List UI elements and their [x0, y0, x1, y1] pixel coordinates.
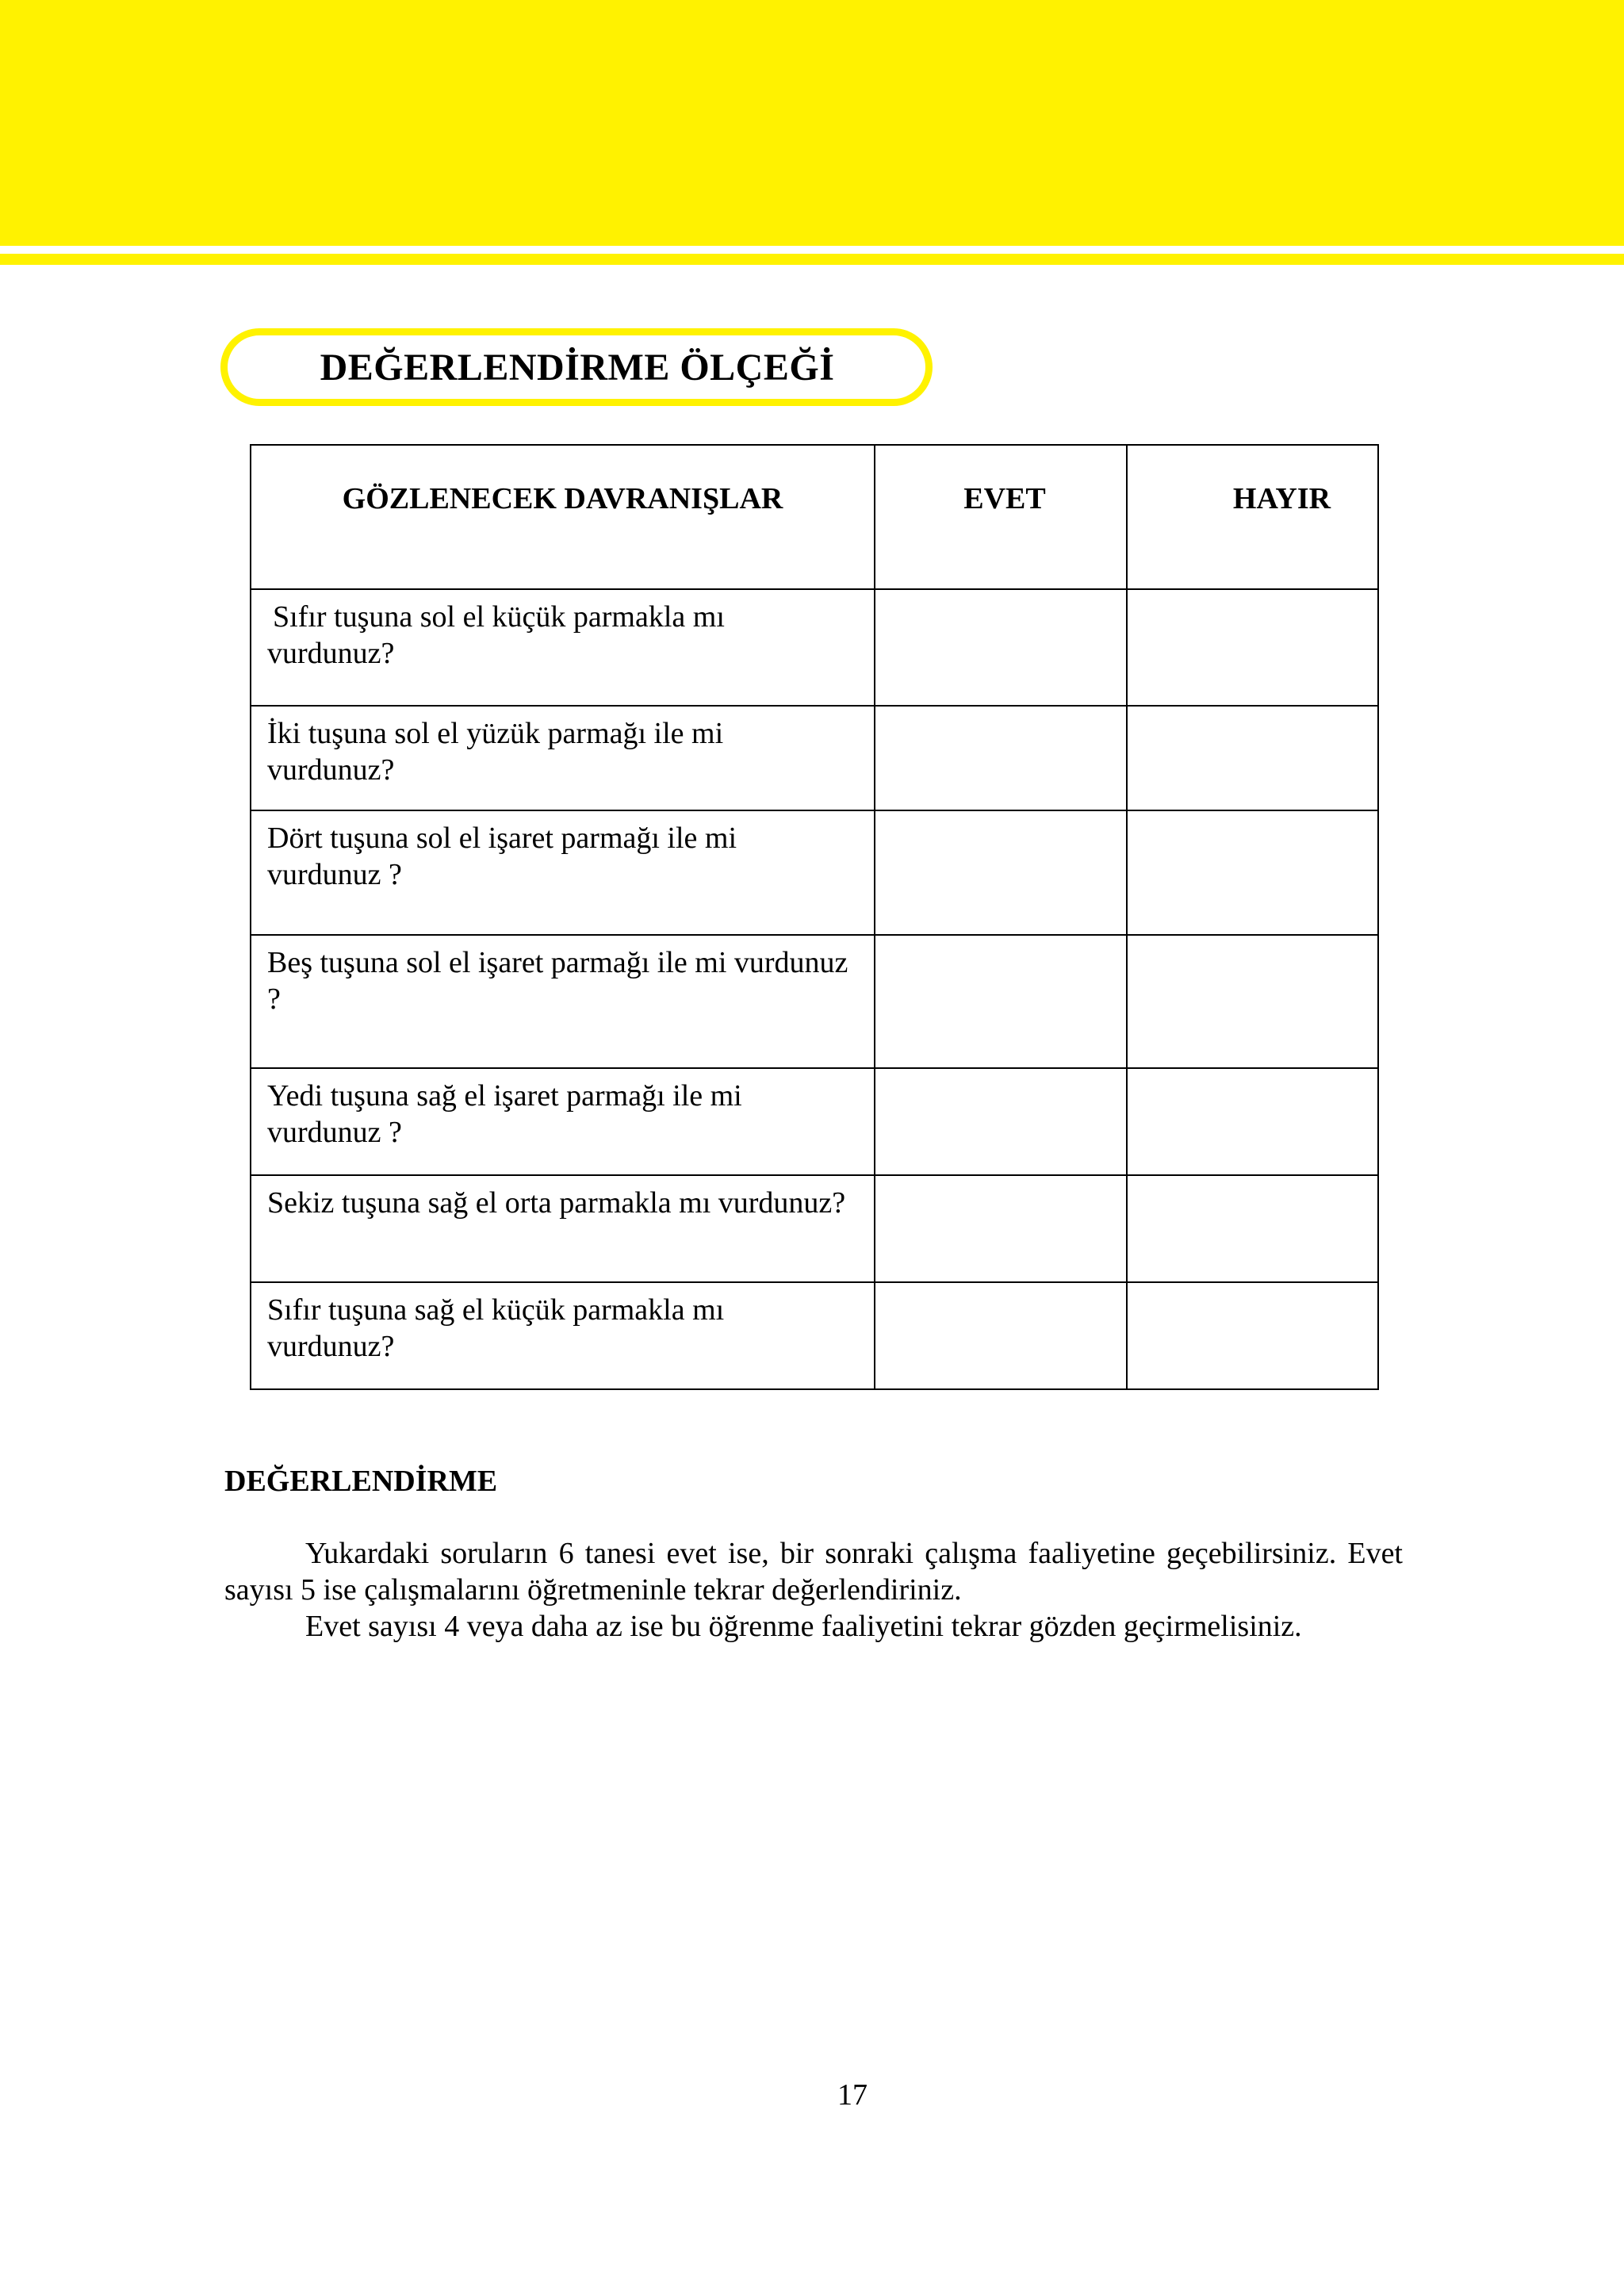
question-text: Beş tuşuna sol el işaret parmağı ile mi vurdunuz ? — [267, 946, 848, 1016]
header-rule — [0, 254, 1624, 265]
question-text: Sıfır tuşuna sağ el küçük parmakla mı vurdunuz? — [267, 1293, 725, 1363]
header-behaviors: GÖZLENECEK DAVRANIŞLAR — [251, 445, 875, 589]
evet-cell[interactable] — [875, 810, 1127, 935]
question-text: Yedi tuşuna sağ el işaret parmağı ile mi vurdunuz ? — [267, 1079, 742, 1149]
hayir-cell[interactable] — [1127, 935, 1378, 1068]
evet-cell[interactable] — [875, 706, 1127, 810]
table-row — [251, 810, 1378, 935]
hayir-cell[interactable] — [1127, 706, 1378, 810]
table-row — [251, 1282, 1378, 1389]
evet-cell[interactable] — [875, 1068, 1127, 1175]
evaluation-text — [224, 1535, 1403, 1645]
table-header-row — [251, 445, 1378, 589]
hayir-cell[interactable] — [1127, 1068, 1378, 1175]
evet-cell[interactable] — [875, 589, 1127, 706]
table-row — [251, 935, 1378, 1068]
evet-cell[interactable] — [875, 1282, 1127, 1389]
table-row — [251, 1175, 1378, 1282]
question-text: Dört tuşuna sol el işaret parmağı ile mi vurdunuz ? — [267, 822, 737, 891]
question-cell — [251, 706, 875, 810]
hayir-cell[interactable] — [1127, 810, 1378, 935]
header-band — [0, 0, 1624, 246]
question-cell — [251, 810, 875, 935]
header-evet: EVET — [875, 445, 1127, 589]
evaluation-heading: DEĞERLENDİRME — [224, 1465, 498, 1498]
page-title: DEĞERLENDİRME ÖLÇEĞİ — [320, 346, 835, 389]
hayir-cell[interactable] — [1127, 589, 1378, 706]
question-cell — [251, 589, 875, 706]
table-row — [251, 589, 1378, 706]
table-row — [251, 1068, 1378, 1175]
evaluation-paragraph-2: Evet sayısı 4 veya daha az ise bu öğrenme faaliyetini tekrar gözden geçirmelisiniz. — [305, 1610, 1302, 1643]
evaluation-paragraph-1: Yukardaki soruların 6 tanesi evet ise, bir sonraki çalışma faaliyetine geçebilirsiniz. Evet sayısı 5 ise çalışmalarını öğretmeninle tekrar değerlendiriniz. — [224, 1537, 1403, 1607]
question-text: Sıfır tuşuna sol el küçük parmakla mı vurdunuz? — [267, 600, 725, 670]
hayir-cell[interactable] — [1127, 1282, 1378, 1389]
header-hayir: HAYIR — [1127, 445, 1378, 589]
question-text: İki tuşuna sol el yüzük parmağı ile mi vurdunuz? — [267, 717, 724, 787]
hayir-cell[interactable] — [1127, 1175, 1378, 1282]
question-cell — [251, 1282, 875, 1389]
question-text: Sekiz tuşuna sağ el orta parmakla mı vurdunuz? — [267, 1186, 846, 1220]
question-cell — [251, 1068, 875, 1175]
page-number: 17 — [837, 2078, 868, 2112]
title-box — [220, 328, 933, 406]
evet-cell[interactable] — [875, 1175, 1127, 1282]
evaluation-table — [250, 444, 1379, 1390]
table-row — [251, 706, 1378, 810]
question-cell — [251, 1175, 875, 1282]
question-cell — [251, 935, 875, 1068]
evet-cell[interactable] — [875, 935, 1127, 1068]
